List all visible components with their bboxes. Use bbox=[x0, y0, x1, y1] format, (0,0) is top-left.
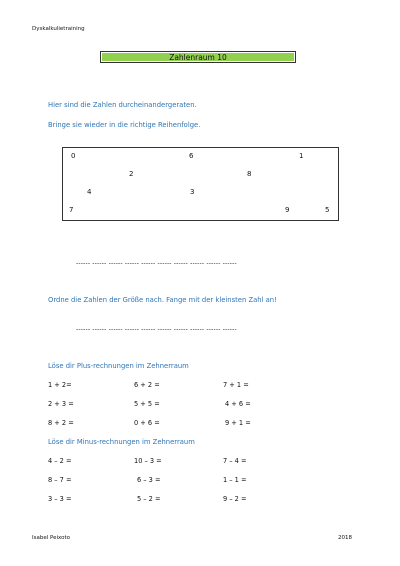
minus-task: 5 – 2 = bbox=[137, 495, 161, 503]
scrambled-number: 7 bbox=[69, 206, 74, 214]
scrambled-number: 1 bbox=[299, 152, 304, 160]
plus-task: 0 + 6 = bbox=[134, 419, 160, 427]
scrambled-number-box bbox=[62, 147, 339, 221]
minus-task: 6 – 3 = bbox=[137, 476, 161, 484]
scrambled-number: 0 bbox=[71, 152, 76, 160]
scrambled-number: 4 bbox=[87, 188, 92, 196]
scrambled-number: 9 bbox=[285, 206, 290, 214]
minus-task: 8 – 7 = bbox=[48, 476, 72, 484]
plus-task: 8 + 2 = bbox=[48, 419, 74, 427]
page-header: Dyskalkulietraining bbox=[32, 26, 85, 32]
footer-author: Isabel Peixoto bbox=[32, 535, 71, 541]
instruction-order: Bringe sie wieder in die richtige Reihenfolge. bbox=[48, 121, 201, 129]
minus-task: 3 – 3 = bbox=[48, 495, 72, 503]
scrambled-number: 6 bbox=[189, 152, 194, 160]
plus-task: 7 + 1 = bbox=[223, 381, 249, 389]
minus-task: 10 – 3 = bbox=[134, 457, 162, 465]
instruction-sort: Ordne die Zahlen der Größe nach. Fange mit der kleinsten Zahl an! bbox=[48, 296, 277, 304]
plus-task: 1 + 2= bbox=[48, 381, 72, 389]
minus-task: 4 – 2 = bbox=[48, 457, 72, 465]
footer-year: 2018 bbox=[338, 535, 352, 541]
plus-task: 6 + 2 = bbox=[134, 381, 160, 389]
scrambled-number: 8 bbox=[247, 170, 252, 178]
minus-task: 1 – 1 = bbox=[223, 476, 247, 484]
title-box bbox=[100, 51, 296, 63]
scrambled-number: 5 bbox=[325, 206, 330, 214]
minus-heading: Löse dir Minus-rechnungen im Zehnerraum bbox=[48, 438, 195, 446]
scrambled-number: 2 bbox=[129, 170, 134, 178]
minus-task: 9 – 2 = bbox=[223, 495, 247, 503]
scrambled-number: 3 bbox=[190, 188, 195, 196]
plus-task: 5 + 5 = bbox=[134, 400, 160, 408]
answer-line-2[interactable]: ------ ------ ------ ------ ------ ------ ------ ------ ------ ------ bbox=[76, 326, 237, 333]
answer-line-1[interactable]: ------ ------ ------ ------ ------ ------ ------ ------ ------ ------ bbox=[76, 260, 237, 267]
instruction-scrambled: Hier sind die Zahlen durcheinandergeraten. bbox=[48, 101, 197, 109]
plus-task: 2 + 3 = bbox=[48, 400, 74, 408]
plus-task: 4 + 6 = bbox=[225, 400, 251, 408]
plus-task: 9 + 1 = bbox=[225, 419, 251, 427]
worksheet-title: Zahlenraum 10 bbox=[102, 53, 294, 61]
plus-heading: Löse dir Plus-rechnungen im Zehnerraum bbox=[48, 362, 189, 370]
minus-task: 7 – 4 = bbox=[223, 457, 247, 465]
